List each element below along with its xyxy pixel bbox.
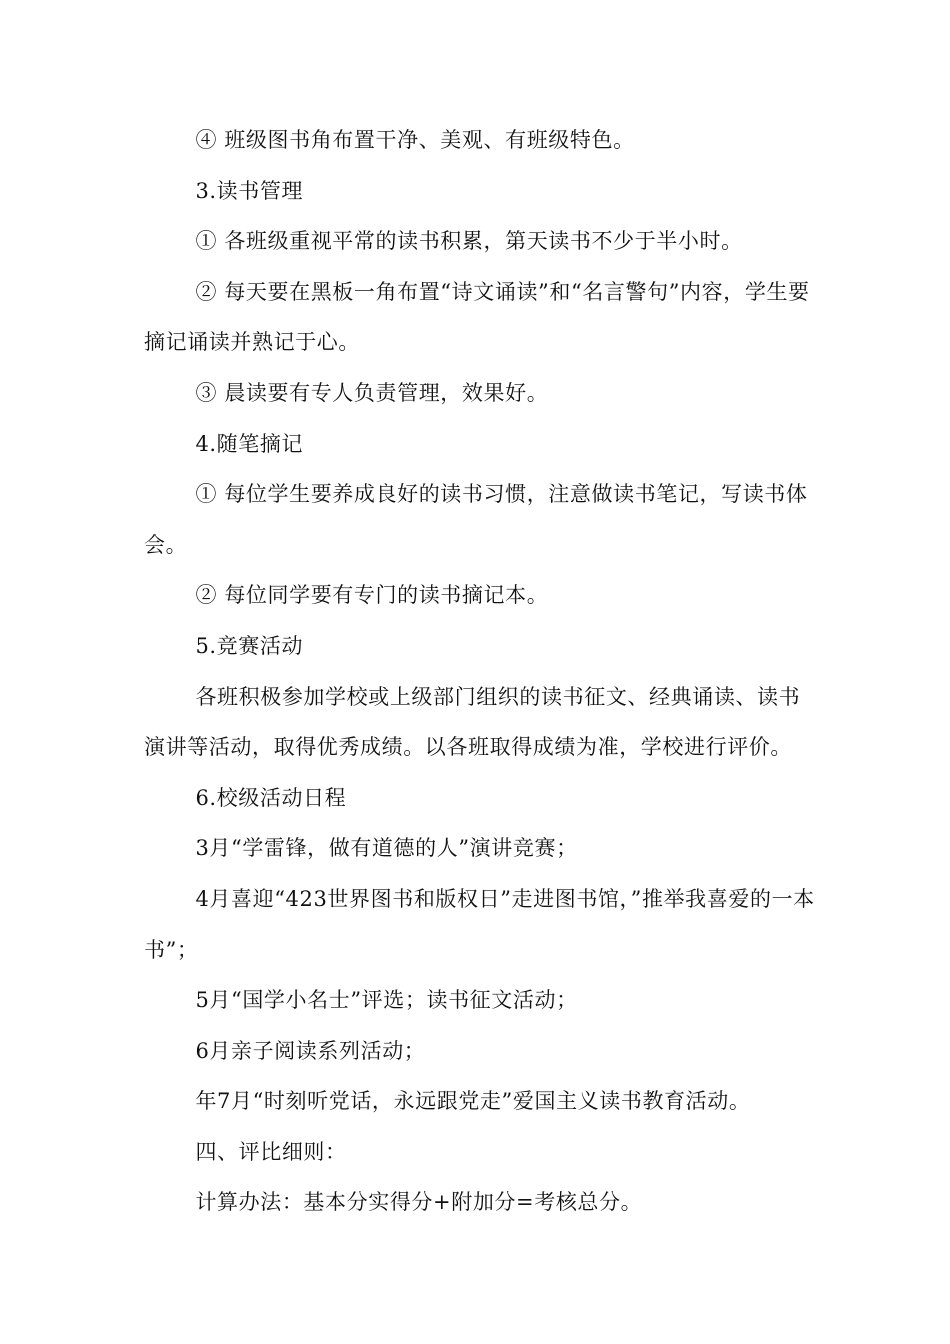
paragraph-calculation: 计算办法：基本分实得分+附加分=考核总分。 [195,1190,643,1215]
schedule-march: 3月“学雷锋，做有道德的人”演讲竞赛； [195,836,578,861]
paragraph-morning-reading: ③ 晨读要有专人负责管理，效果好。 [195,380,549,405]
heading-notes: 4.随笔摘记 [195,431,304,456]
paragraph-library-corner: ④ 班级图书角布置干净、美观、有班级特色。 [195,128,635,152]
heading-evaluation: 四、评比细则： [195,1139,347,1164]
paragraph-daily-reading: ① 各班级重视平常的读书积累，第天读书不少于半小时。 [195,229,743,254]
paragraph-competitions: 各班积极参加学校或上级部门组织的读书征文、经典诵读、读书演讲等活动，取得优秀成绩。以各班取得成绩为准，学校进行评价。 [144,684,801,760]
schedule-june: 6月亲子阅读系列活动； [195,1038,426,1063]
heading-reading-management: 3.读书管理 [195,178,304,203]
heading-competitions: 5.竞赛活动 [195,633,304,658]
paragraph-blackboard: ② 每天要在黑板一角布置“诗文诵读”和“名言警句”内容，学生要摘记诵读并熟记于心。 [144,279,810,355]
paragraph-reading-habits: ① 每位学生要养成良好的读书习惯，注意做读书笔记，写读书体会。 [144,482,808,557]
document-body [144,115,820,1228]
schedule-may: 5月“国学小名士”评选；读书征文活动； [195,988,578,1013]
schedule-july: 年7月“时刻听党话，永远跟党走”爱国主义读书教育活动。 [195,1089,751,1114]
schedule-april: 4月喜迎“423世界图书和版权日”走进图书馆，”推举我喜爱的一本书”； [144,886,815,962]
heading-schedule: 6.校级活动日程 [195,785,347,810]
paragraph-notebook: ② 每位同学要有专门的读书摘记本。 [195,583,549,608]
